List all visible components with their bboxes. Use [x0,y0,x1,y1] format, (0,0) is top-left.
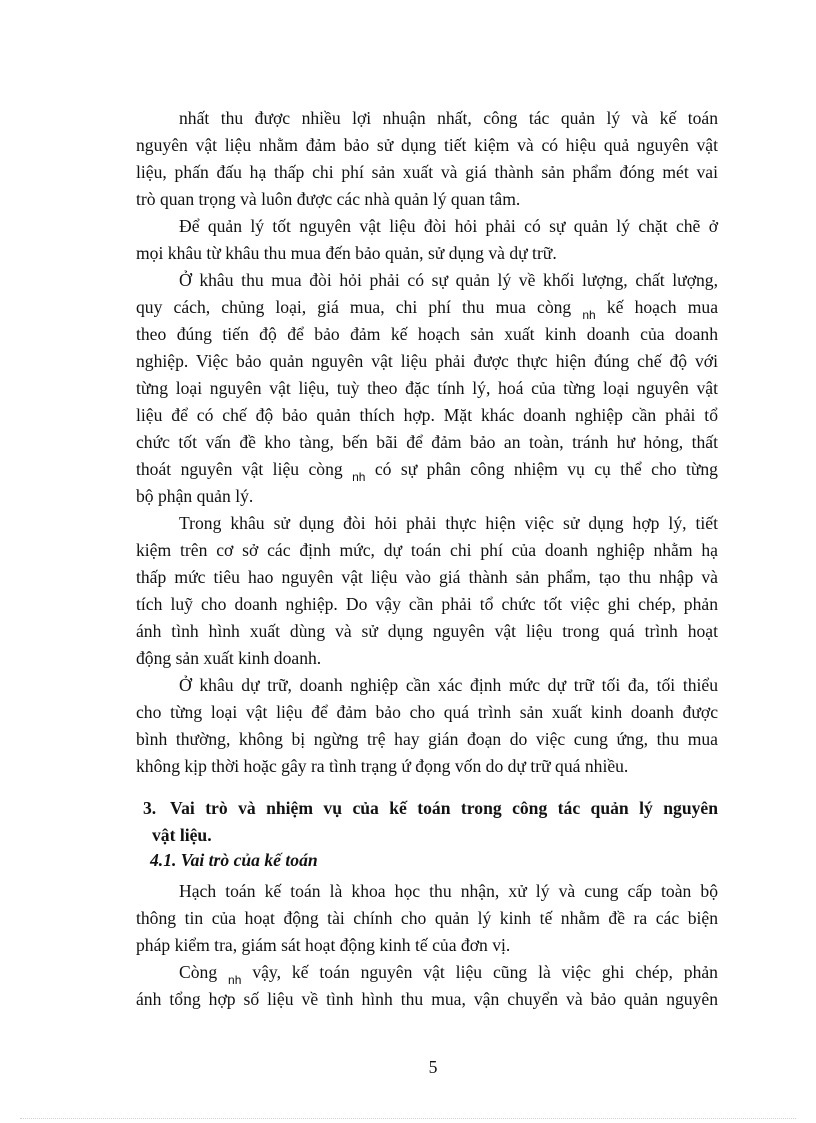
subscript-nh: nh [352,470,366,484]
text-line: bình thường, không bị ngừng trệ hay gián đoạn do việc cung ứng, thu mua [136,729,718,749]
page-number: 5 [428,1057,438,1077]
text-line: thấp mức tiêu hao nguyên vật liệu vào giá thành sản phẩm, tạo thu nhập và [136,567,718,587]
text-line [179,961,718,987]
text-line: bộ phận quản lý. [136,486,254,506]
section-heading: Vai trò và nhiệm vụ của kế toán trong công tác quản lý nguyên [170,798,718,818]
text-line: pháp kiểm tra, giám sát hoạt động kinh tế của đơn vị. [136,935,511,955]
text-line: Trong khâu sử dụng đòi hỏi phải thực hiện việc sử dụng hợp lý, tiết [179,513,718,533]
text-line: không kịp thời hoặc gây ra tình trạng ứ đọng vốn do dự trữ quá nhiều. [136,756,629,776]
text-line: cho từng loại vật liệu để đảm bảo cho quá trình sản xuất kinh doanh được [136,702,718,722]
text-segment: thoát nguyên vật liệu còng [136,459,343,479]
subsection-heading: 4.1. Vai trò của kế toán [150,850,318,870]
text-line [136,458,718,484]
text-line: nghiệp. Việc bảo quản nguyên vật liệu phải được thực hiện đúng chế độ với [136,351,718,371]
section-heading-continued: vật liệu. [152,825,212,845]
text-line: tích luỹ cho doanh nghiệp. Do vậy cần phải tổ chức tốt việc ghi chép, phản [136,594,718,614]
text-line: Ở khâu dự trữ, doanh nghiệp cần xác định mức dự trữ tối đa, tối thiểu [179,675,718,695]
text-segment: kế hoạch mua [606,297,719,317]
subscript-nh: nh [582,308,596,322]
text-line [136,296,719,322]
text-line: Hạch toán kế toán là khoa học thu nhận, xử lý và cung cấp toàn bộ [179,881,718,901]
text-segment: Còng [179,962,218,982]
text-line: Ở khâu thu mua đòi hỏi phải có sự quản lý về khối lượng, chất lượng, [179,270,718,290]
section-number: 3. [143,798,157,818]
page-bottom-divider [20,1118,796,1119]
text-line: từng loại nguyên vật liệu, tuỳ theo đặc tính lý, hoá của từng loại nguyên vật [136,378,718,398]
text-line: chức tốt vấn đề kho tàng, bến bãi để đảm bảo an toàn, tránh hư hỏng, thất [136,432,718,452]
text-line: nhất thu được nhiều lợi nhuận nhất, công tác quản lý và kế toán [179,108,718,128]
text-line: Để quản lý tốt nguyên vật liệu đòi hỏi phải có sự quản lý chặt chẽ ở [179,216,718,236]
text-line: liệu, phấn đấu hạ thấp chi phí sản xuất và giá thành sản phẩm đóng mét vai [136,162,718,182]
text-line: liệu để có chế độ bảo quản thích hợp. Mặt khác doanh nghiệp cần phải tổ [136,405,718,425]
text-segment: có sự phân công nhiệm vụ cụ thể cho từng [374,459,718,479]
text-line: động sản xuất kinh doanh. [136,648,322,668]
text-line: trò quan trọng và luôn được các nhà quản lý quan tâm. [136,189,521,209]
text-line: kiệm trên cơ sở các định mức, dự toán chi phí của doanh nghiệp nhằm hạ [136,540,718,560]
subscript-nh: nh [228,973,242,987]
text-line: ánh tình hình xuất dùng và sử dụng nguyên vật liệu trong quá trình hoạt [136,621,718,641]
text-line: ánh tổng hợp số liệu về tình hình thu mua, vận chuyển và bảo quản nguyên [136,989,718,1009]
text-line: mọi khâu từ khâu thu mua đến bảo quản, sử dụng và dự trữ. [136,243,557,263]
text-segment: quy cách, chủng loại, giá mua, chi phí thu mua còng [136,297,572,317]
text-line: theo đúng tiến độ để bảo đảm kế hoạch sản xuất kinh doanh của doanh [136,324,718,344]
text-line: thông tin của hoạt động tài chính cho quản lý kinh tế nhằm đề ra các biện [136,908,718,928]
text-line: nguyên vật liệu nhằm đảm bảo sử dụng tiết kiệm và có hiệu quả nguyên vật [136,135,718,155]
text-segment: vậy, kế toán nguyên vật liệu cũng là việc ghi chép, phản [252,962,718,982]
